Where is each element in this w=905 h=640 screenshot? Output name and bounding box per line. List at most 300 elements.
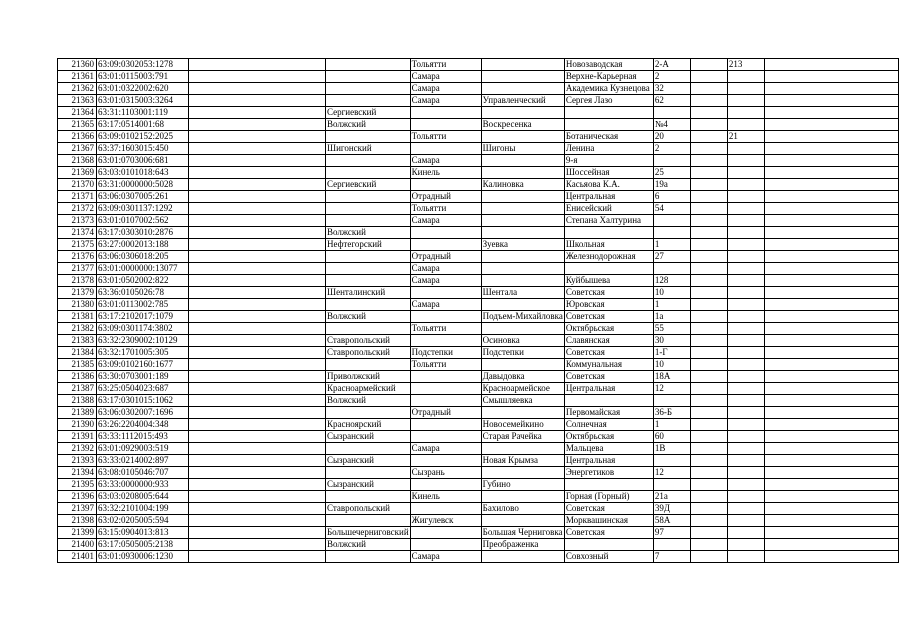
cell-settlement: Осиновка (481, 335, 564, 347)
cell-district: Ставропольский (326, 335, 411, 347)
cell-apartment (727, 467, 764, 479)
table-row (58, 503, 899, 515)
cell-house: 1 (653, 419, 690, 431)
cell-apartment (727, 431, 764, 443)
cell-apartment (727, 155, 764, 167)
cell-street: Железнодорожная (564, 251, 653, 263)
cell-extra (764, 395, 898, 407)
cell-settlement: Воскресенка (481, 119, 564, 131)
cell-cadastral-number: 63:17:0301015:1062 (97, 395, 189, 407)
cell-settlement (481, 131, 564, 143)
cell-extra (764, 467, 898, 479)
cell-extra (764, 239, 898, 251)
cell-city: Самара (410, 71, 481, 83)
cell-cadastral-number: 63:03:0101018:643 (97, 167, 189, 179)
cell-extra (764, 527, 898, 539)
cell-row-number: 21390 (58, 419, 97, 431)
cell-district: Волжский (326, 539, 411, 551)
cell-extra (764, 83, 898, 95)
cell-blank-cell (189, 491, 326, 503)
cell-apartment (727, 299, 764, 311)
cell-extra (764, 155, 898, 167)
cell-building (690, 491, 727, 503)
cell-apartment (727, 95, 764, 107)
cell-row-number: 21367 (58, 143, 97, 155)
cell-blank-cell (189, 371, 326, 383)
table-row (58, 467, 899, 479)
cell-apartment (727, 503, 764, 515)
cell-row-number: 21380 (58, 299, 97, 311)
cell-settlement: Новосемейкино (481, 419, 564, 431)
cell-extra (764, 203, 898, 215)
cell-house (653, 155, 690, 167)
cell-street (564, 395, 653, 407)
table-row (58, 323, 899, 335)
cell-row-number: 21366 (58, 131, 97, 143)
cell-apartment (727, 323, 764, 335)
table-row (58, 539, 899, 551)
cell-building (690, 371, 727, 383)
cell-settlement (481, 59, 564, 71)
cell-cadastral-number: 63:01:0107002:562 (97, 215, 189, 227)
cell-row-number: 21391 (58, 431, 97, 443)
cell-apartment (727, 227, 764, 239)
cell-extra (764, 359, 898, 371)
cell-house (653, 395, 690, 407)
cell-building (690, 431, 727, 443)
cell-apartment (727, 311, 764, 323)
cell-district (326, 263, 411, 275)
cell-cadastral-number: 63:17:2102017:1079 (97, 311, 189, 323)
cell-district: Ставропольский (326, 503, 411, 515)
cell-district (326, 299, 411, 311)
cell-extra (764, 131, 898, 143)
cell-extra (764, 371, 898, 383)
cell-settlement: Губино (481, 479, 564, 491)
table-row (58, 131, 899, 143)
cell-cadastral-number: 63:09:0102160:1677 (97, 359, 189, 371)
cell-extra (764, 347, 898, 359)
cell-settlement: Калиновка (481, 179, 564, 191)
cell-blank-cell (189, 359, 326, 371)
cell-city (410, 143, 481, 155)
cell-settlement (481, 443, 564, 455)
cell-street: Октябрьская (564, 323, 653, 335)
cell-city: Тольятти (410, 203, 481, 215)
cell-extra (764, 215, 898, 227)
cell-cadastral-number: 63:31:1103001:119 (97, 107, 189, 119)
cell-settlement (481, 275, 564, 287)
table-row (58, 407, 899, 419)
cell-settlement: Красноармейское (481, 383, 564, 395)
cell-cadastral-number: 63:01:0703006:681 (97, 155, 189, 167)
cell-settlement: Зуевка (481, 239, 564, 251)
cell-district: Волжский (326, 227, 411, 239)
table-row (58, 419, 899, 431)
cell-building (690, 527, 727, 539)
cell-house (653, 215, 690, 227)
cell-cadastral-number: 63:32:2309002:10129 (97, 335, 189, 347)
cell-blank-cell (189, 455, 326, 467)
cell-cadastral-number: 63:01:0929003:519 (97, 443, 189, 455)
cell-apartment (727, 251, 764, 263)
cell-apartment (727, 419, 764, 431)
cell-street: Советская (564, 347, 653, 359)
cell-apartment: 21 (727, 131, 764, 143)
cell-street: Ленина (564, 143, 653, 155)
cell-extra (764, 431, 898, 443)
cell-settlement: Преображенка (481, 539, 564, 551)
table-row (58, 239, 899, 251)
cell-street: Мальцева (564, 443, 653, 455)
cell-row-number: 21361 (58, 71, 97, 83)
table-row (58, 167, 899, 179)
cell-district: Нефтегорский (326, 239, 411, 251)
cell-street: Касьяова К.А. (564, 179, 653, 191)
cell-blank-cell (189, 227, 326, 239)
table-row (58, 311, 899, 323)
table-row (58, 299, 899, 311)
cell-blank-cell (189, 503, 326, 515)
cell-city (410, 479, 481, 491)
cell-apartment (727, 443, 764, 455)
cell-blank-cell (189, 59, 326, 71)
cell-city: Кинель (410, 491, 481, 503)
cell-street: Октябрьская (564, 431, 653, 443)
table-row (58, 347, 899, 359)
cell-cadastral-number: 63:25:0504023:687 (97, 383, 189, 395)
cell-building (690, 263, 727, 275)
cell-building (690, 275, 727, 287)
cell-house: 25 (653, 167, 690, 179)
cell-street: Славянская (564, 335, 653, 347)
cell-house: 1 (653, 239, 690, 251)
cell-building (690, 155, 727, 167)
cell-row-number: 21374 (58, 227, 97, 239)
cell-row-number: 21369 (58, 167, 97, 179)
cell-house: 36-Б (653, 407, 690, 419)
cell-city (410, 539, 481, 551)
cell-blank-cell (189, 395, 326, 407)
cell-apartment (727, 527, 764, 539)
cell-city: Самара (410, 443, 481, 455)
cell-building (690, 551, 727, 563)
cell-building (690, 131, 727, 143)
cell-building (690, 179, 727, 191)
cell-cadastral-number: 63:27:0002013:188 (97, 239, 189, 251)
cell-row-number: 21386 (58, 371, 97, 383)
cell-apartment (727, 167, 764, 179)
cell-district (326, 443, 411, 455)
cell-city: Подстепки (410, 347, 481, 359)
cell-extra (764, 515, 898, 527)
cell-building (690, 335, 727, 347)
cell-house: 1а (653, 311, 690, 323)
cell-city (410, 107, 481, 119)
cell-settlement: Подстепки (481, 347, 564, 359)
cell-cadastral-number: 63:31:0000000:5028 (97, 179, 189, 191)
cell-blank-cell (189, 527, 326, 539)
table-row (58, 191, 899, 203)
cell-settlement (481, 215, 564, 227)
cell-settlement (481, 407, 564, 419)
cell-building (690, 419, 727, 431)
cell-district: Сызранский (326, 479, 411, 491)
cell-street (564, 263, 653, 275)
cell-blank-cell (189, 323, 326, 335)
cell-district (326, 215, 411, 227)
cell-building (690, 503, 727, 515)
cell-building (690, 347, 727, 359)
cell-building (690, 467, 727, 479)
cell-district (326, 323, 411, 335)
cell-street: Школьная (564, 239, 653, 251)
cadastral-table (57, 58, 899, 563)
cell-settlement (481, 191, 564, 203)
cell-district (326, 95, 411, 107)
cell-apartment: 213 (727, 59, 764, 71)
cell-settlement: Шентала (481, 287, 564, 299)
cell-settlement (481, 155, 564, 167)
cell-blank-cell (189, 299, 326, 311)
cell-blank-cell (189, 131, 326, 143)
cell-apartment (727, 263, 764, 275)
cell-district (326, 59, 411, 71)
cell-extra (764, 479, 898, 491)
cell-settlement (481, 83, 564, 95)
cell-city: Самара (410, 263, 481, 275)
cell-blank-cell (189, 443, 326, 455)
cell-cadastral-number: 63:33:1112015:493 (97, 431, 189, 443)
cell-cadastral-number: 63:26:2204004:348 (97, 419, 189, 431)
cell-street: Солнечная (564, 419, 653, 431)
cell-cadastral-number: 63:30:0703001:189 (97, 371, 189, 383)
cell-building (690, 287, 727, 299)
cell-apartment (727, 107, 764, 119)
cell-cadastral-number: 63:09:0102152:2025 (97, 131, 189, 143)
cell-street: Коммунальная (564, 359, 653, 371)
cell-building (690, 59, 727, 71)
cell-city (410, 287, 481, 299)
cell-blank-cell (189, 383, 326, 395)
table-row (58, 227, 899, 239)
cell-extra (764, 299, 898, 311)
cell-building (690, 251, 727, 263)
cell-row-number: 21387 (58, 383, 97, 395)
cell-street: Куйбышева (564, 275, 653, 287)
cell-blank-cell (189, 551, 326, 563)
cell-row-number: 21360 (58, 59, 97, 71)
cell-building (690, 395, 727, 407)
cell-house: 62 (653, 95, 690, 107)
cell-extra (764, 287, 898, 299)
cell-district: Сызранский (326, 455, 411, 467)
cell-cadastral-number: 63:06:0307005:261 (97, 191, 189, 203)
cell-house: 30 (653, 335, 690, 347)
cell-house: №4 (653, 119, 690, 131)
table-row (58, 275, 899, 287)
cell-settlement (481, 323, 564, 335)
cell-settlement (481, 359, 564, 371)
table-row (58, 527, 899, 539)
table-row (58, 215, 899, 227)
cell-row-number: 21381 (58, 311, 97, 323)
cell-cadastral-number: 63:01:0113002:785 (97, 299, 189, 311)
cell-building (690, 83, 727, 95)
cell-building (690, 515, 727, 527)
cell-extra (764, 251, 898, 263)
cell-district (326, 515, 411, 527)
cell-city: Тольятти (410, 131, 481, 143)
cell-building (690, 443, 727, 455)
cell-house: 32 (653, 83, 690, 95)
cell-settlement: Новая Крымза (481, 455, 564, 467)
cell-apartment (727, 479, 764, 491)
cell-building (690, 71, 727, 83)
cell-row-number: 21382 (58, 323, 97, 335)
cell-street: Шоссейная (564, 167, 653, 179)
cell-district (326, 203, 411, 215)
cell-extra (764, 383, 898, 395)
cell-blank-cell (189, 143, 326, 155)
cell-blank-cell (189, 155, 326, 167)
cell-street: Сергея Лазо (564, 95, 653, 107)
table-row (58, 83, 899, 95)
cell-apartment (727, 83, 764, 95)
cell-row-number: 21395 (58, 479, 97, 491)
cell-blank-cell (189, 275, 326, 287)
cell-city: Тольятти (410, 359, 481, 371)
cell-cadastral-number: 63:09:0302053:1278 (97, 59, 189, 71)
cell-row-number: 21388 (58, 395, 97, 407)
cell-street: Советская (564, 311, 653, 323)
cell-settlement (481, 227, 564, 239)
cell-house: 54 (653, 203, 690, 215)
cell-building (690, 479, 727, 491)
cell-row-number: 21398 (58, 515, 97, 527)
cell-building (690, 143, 727, 155)
cell-street: Верхне-Карьерная (564, 71, 653, 83)
cell-apartment (727, 335, 764, 347)
cell-settlement (481, 467, 564, 479)
table-row (58, 431, 899, 443)
cell-row-number: 21378 (58, 275, 97, 287)
cell-house (653, 479, 690, 491)
table-row (58, 155, 899, 167)
cell-extra (764, 71, 898, 83)
table-row (58, 71, 899, 83)
cell-house: 1 (653, 299, 690, 311)
cell-row-number: 21370 (58, 179, 97, 191)
cell-building (690, 167, 727, 179)
cell-apartment (727, 179, 764, 191)
cell-house: 60 (653, 431, 690, 443)
cell-city (410, 335, 481, 347)
cell-apartment (727, 539, 764, 551)
cell-blank-cell (189, 107, 326, 119)
cell-apartment (727, 383, 764, 395)
cell-street: Советская (564, 287, 653, 299)
cell-district (326, 131, 411, 143)
cell-house: 10 (653, 359, 690, 371)
table-row (58, 359, 899, 371)
cell-house (653, 539, 690, 551)
cell-street (564, 107, 653, 119)
cell-district (326, 491, 411, 503)
table-row (58, 335, 899, 347)
cell-blank-cell (189, 335, 326, 347)
cell-apartment (727, 455, 764, 467)
table-row (58, 203, 899, 215)
cell-street: 9-я (564, 155, 653, 167)
cell-house: 1-Г (653, 347, 690, 359)
cell-city: Самара (410, 551, 481, 563)
cell-row-number: 21394 (58, 467, 97, 479)
cell-apartment (727, 143, 764, 155)
cell-city (410, 227, 481, 239)
cell-row-number: 21372 (58, 203, 97, 215)
cell-street: Енисейский (564, 203, 653, 215)
cell-city: Самара (410, 215, 481, 227)
cell-district: Сызранский (326, 431, 411, 443)
cell-settlement (481, 551, 564, 563)
cell-house: 12 (653, 383, 690, 395)
cell-extra (764, 191, 898, 203)
cell-apartment (727, 491, 764, 503)
cell-city (410, 119, 481, 131)
cell-apartment (727, 359, 764, 371)
cell-cadastral-number: 63:15:0904013:813 (97, 527, 189, 539)
cell-house: 19а (653, 179, 690, 191)
cell-city: Самара (410, 299, 481, 311)
cell-settlement (481, 515, 564, 527)
cell-building (690, 539, 727, 551)
cell-extra (764, 119, 898, 131)
cell-district: Ставропольский (326, 347, 411, 359)
cell-row-number: 21362 (58, 83, 97, 95)
cell-row-number: 21371 (58, 191, 97, 203)
cell-house: 27 (653, 251, 690, 263)
cell-blank-cell (189, 251, 326, 263)
cell-apartment (727, 119, 764, 131)
cell-street (564, 119, 653, 131)
cell-row-number: 21389 (58, 407, 97, 419)
cell-cadastral-number: 63:33:0000000:933 (97, 479, 189, 491)
cell-row-number: 21392 (58, 443, 97, 455)
cell-extra (764, 407, 898, 419)
cell-row-number: 21377 (58, 263, 97, 275)
cell-row-number: 21393 (58, 455, 97, 467)
cell-street: Центральная (564, 191, 653, 203)
cell-house: 12 (653, 467, 690, 479)
cell-blank-cell (189, 119, 326, 131)
cell-house: 2 (653, 71, 690, 83)
cell-blank-cell (189, 179, 326, 191)
cell-blank-cell (189, 83, 326, 95)
cell-house: 7 (653, 551, 690, 563)
cell-blank-cell (189, 407, 326, 419)
cell-city: Отрадный (410, 251, 481, 263)
cell-extra (764, 311, 898, 323)
cell-district (326, 551, 411, 563)
cell-street (564, 539, 653, 551)
cell-apartment (727, 203, 764, 215)
cell-city: Самара (410, 95, 481, 107)
cell-blank-cell (189, 347, 326, 359)
cell-street: Горная (Горный) (564, 491, 653, 503)
cell-row-number: 21368 (58, 155, 97, 167)
cell-blank-cell (189, 479, 326, 491)
